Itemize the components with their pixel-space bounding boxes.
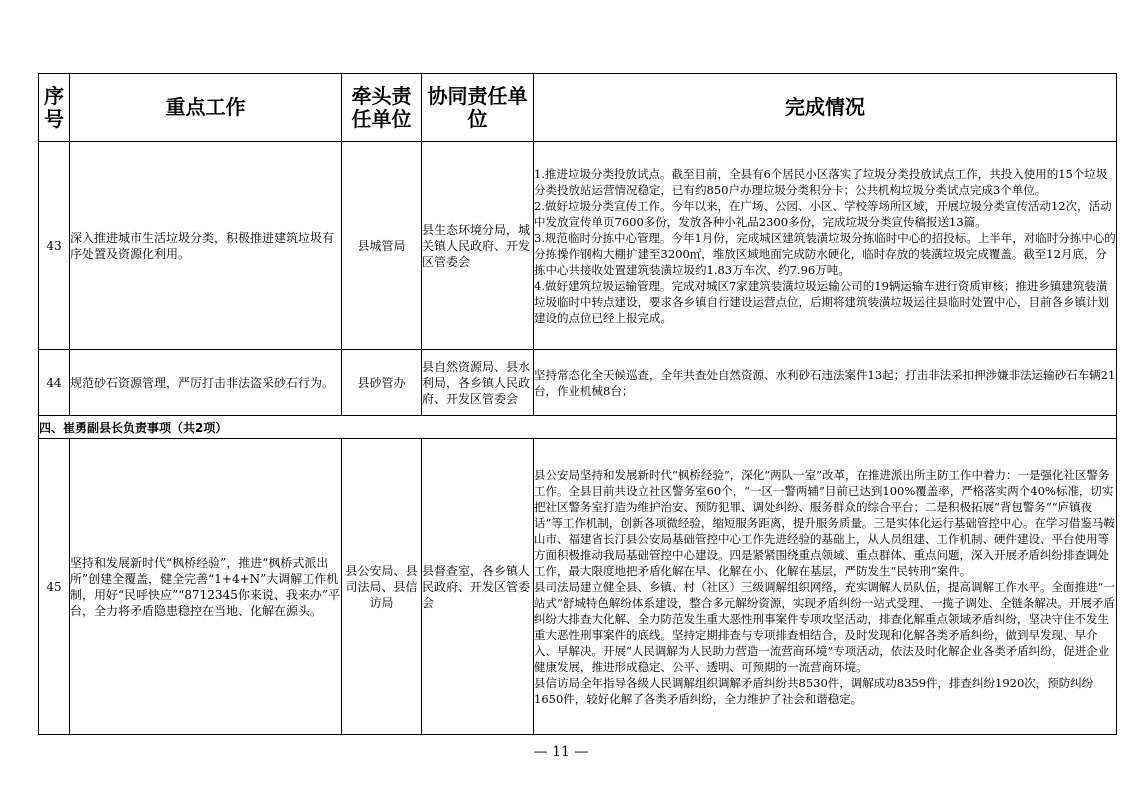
key-work: 深入推进城市生活垃圾分类，积极推进建筑垃圾有序处置及资源化利用。 (70, 142, 342, 350)
table-row (39, 142, 1117, 350)
result-cell (534, 439, 1117, 735)
row-number: 45 (39, 439, 70, 735)
result-cell (534, 350, 1117, 416)
table-row (39, 350, 1117, 416)
row-number: 43 (39, 142, 70, 350)
work-table (38, 73, 1117, 735)
result-paragraph: 县司法局建立健全县、乡镇、村（社区）三级调解组织网络，充实调解人员队伍，提高调解工作水平。全面推进“一站式”舒城特色解纷体系建设，整合多元解纷资源，实现矛盾纠纷一站式受理、一揽子调处、全链条解决。开展矛盾纠纷大排查大化解、全力防范发生重大恶性刑事案件专项攻坚活动，排查化解重点领域矛盾纠纷，坚决守住不发生重大恶性刑事案件的底线。坚持定期排查与专项排查相结合，及时发现和化解各类矛盾纠纷，做到早发现、早介入、早解决。开展“人民调解为人民助力营造一流营商环境”专项活动，依法及时化解企业各类矛盾纠纷，促进企业健康发展，推进形成稳定、公平、透明、可预期的一流营商环境。 (534, 579, 1115, 674)
key-work: 坚持和发展新时代“枫桥经验”，推进“枫桥式派出所”创建全覆盖，健全完善“1+4+N”大调解工作机制，用好“民呼快应”“8712345你来说、我来办”平台，全力将矛盾隐患稳控在当地、化解在源头。 (70, 439, 342, 735)
lead-unit: 县砂管办 (342, 350, 422, 416)
table-row (39, 439, 1117, 735)
header-result: 完成情况 (534, 74, 1117, 142)
header-seq: 序 号 (39, 74, 70, 142)
section-heading: 四、崔勇副县长负责事项（共2项） (39, 416, 1117, 439)
result-paragraph: 2.做好垃圾分类宣传工作。今年以来，在广场、公园、小区、学校等场所区域，开展垃圾分类宣传活动12次，活动中发放宣传单页7600多份，发放各种小礼品2300多份，完成垃圾分类宣传稿报送13篇。 (534, 198, 1112, 229)
header-lead: 牵头责 任单位 (342, 74, 422, 142)
section-row (39, 416, 1117, 439)
result-paragraph: 县公安局坚持和发展新时代“枫桥经验”，深化“两队一室”改革，在推进派出所主防工作中着力：一是强化社区警务工作。全县目前共设立社区警务室60个，“一区一警两辅”目前已达到100%覆盖率，严格落实两个40%标准，切实把社区警务室打造为维护治安、预防犯罪、调处纠纷、服务群众的综合平台；二是积极拓展“背包警务”“庐镇夜话”等工作机制，创新各项微经验，缩短服务距离，提升服务质量。三是实体化运行基础管控中心。在学习借鉴马鞍山市、福建省长汀县公安局基础管控中心工作先进经验的基础上，从人员组建、工作机制、硬件建设、平台使用等方面积极推动我局基础管控中心建设。四是紧紧围绕重点领域、重点群体、重点问题，深入开展矛盾纠纷排查调处工作，最大限度地把矛盾化解在早、化解在小、化解在基层，严防发生“民转刑”案件。 (534, 467, 1115, 578)
result-paragraph: 3.规范临时分拣中心管理。今年1月份，完成城区建筑装潢垃圾分拣临时中心的招投标。上半年，对临时分拣中心的分拣操作钢构大棚扩建至3200㎡，堆放区域地面完成防水硬化，临时存放的装潢垃圾完成覆盖。截至12月底，分拣中心共接收处置建筑装潢垃圾约1.83万车次、约7.96万吨。 (534, 230, 1116, 277)
result-paragraph: 县信访局全年指导各级人民调解组织调解矛盾纠纷共8530件，调解成功8359件，排查纠纷1920次，预防纠纷1650件，较好化解了各类矛盾纠纷，全力维护了社会和谐稳定。 (534, 675, 1094, 706)
coop-unit: 县生态环境分局，城关镇人民政府、开发区管委会 (422, 142, 534, 350)
lead-unit: 县公安局、县司法局、县信访局 (342, 439, 422, 735)
coop-unit: 县自然资源局、县水利局，各乡镇人民政府、开发区管委会 (422, 350, 534, 416)
result-paragraph: 4.做好建筑垃圾运输管理。完成对城区7家建筑装潢垃圾运输公司的19辆运输车进行资质审核；推进乡镇建筑装潢垃圾临时中转点建设，要求各乡镇自行建设运营点位，后期将建筑装潢垃圾运往县临时处置中心，目前各乡镇计划建设的点位已经上报完成。 (534, 278, 1109, 325)
coop-unit: 县督查室，各乡镇人民政府、开发区管委会 (422, 439, 534, 735)
lead-unit: 县城管局 (342, 142, 422, 350)
header-work: 重点工作 (70, 74, 342, 142)
page-number: — 11 — (533, 744, 589, 760)
result-paragraph: 坚持常态化全天候巡查，全年共查处自然资源、水利砂石违法案件13起；打击非法采扣押涉嫌非法运输砂石车辆21台，作业机械8台； (534, 367, 1116, 398)
header-coop: 协同责任单 位 (422, 74, 534, 142)
header-row (39, 74, 1117, 142)
result-cell (534, 142, 1117, 350)
row-number: 44 (39, 350, 70, 416)
key-work: 规范砂石资源管理，严厉打击非法盗采砂石行为。 (70, 350, 342, 416)
result-paragraph: 1.推进垃圾分类投放试点。截至目前，全县有6个居民小区落实了垃圾分类投放试点工作，共投入使用的15个垃圾分类投放站运营情况稳定，已有约850户办理垃圾分类积分卡；公共机构垃圾分类试点完成3个单位。 (534, 166, 1108, 197)
